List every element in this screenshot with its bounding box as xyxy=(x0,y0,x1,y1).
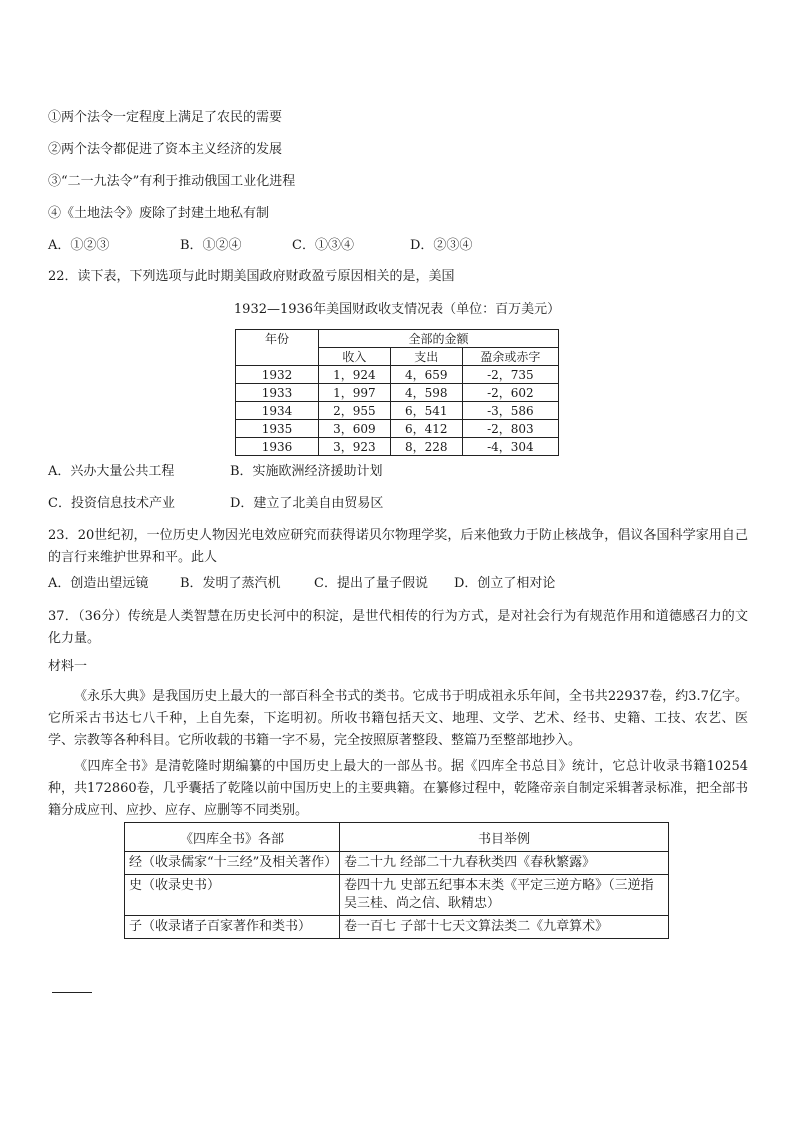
cell-expense: 8，228 xyxy=(390,438,462,456)
cell-year: 1936 xyxy=(236,438,319,456)
q23-option-b[interactable]: B．发明了蒸汽机 xyxy=(180,576,281,591)
q21-option-c[interactable]: C．①③④ xyxy=(292,238,354,253)
cell-income: 1，924 xyxy=(319,366,391,384)
header-category: 《四库全书》各部 xyxy=(125,823,340,852)
q22-options-row-1 xyxy=(48,463,383,481)
table-row xyxy=(236,438,559,456)
cell-balance: -2，803 xyxy=(462,420,558,438)
cell-expense: 4，659 xyxy=(390,366,462,384)
header-year: 年份 xyxy=(236,330,319,366)
q21-option-d[interactable]: D．②③④ xyxy=(410,238,473,253)
cell-expense: 4，598 xyxy=(390,384,462,402)
table-row xyxy=(125,875,669,916)
cell-balance: -2，735 xyxy=(462,366,558,384)
siku-table xyxy=(124,822,669,939)
footnote-divider xyxy=(52,992,92,993)
table-row xyxy=(236,384,559,402)
cell-balance: -4，304 xyxy=(462,438,558,456)
table-row xyxy=(236,366,559,384)
q21-option-a[interactable]: A．①②③ xyxy=(48,238,110,253)
cell-income: 2，955 xyxy=(319,402,391,420)
material-paragraph-yongle: 《永乐大典》是我国历史上最大的一部百科全书式的类书。它成书于明成祖永乐年间，全书共22937卷，约3.7亿字。它所采古书达七八千种，上自先秦，下迄明初。所收书籍包括天文、地理、文学、艺术、经书、史籍、工技、农艺、医学、宗教等各种科目。它所收载的书籍一字不易，完全按照原著整段、整篇乃至整部地抄入。 xyxy=(48,689,748,748)
q21-statement-1: ①两个法令一定程度上满足了农民的需要 xyxy=(48,110,283,125)
q23-option-a[interactable]: A．创造出望远镜 xyxy=(48,576,149,591)
cell-income: 3，609 xyxy=(319,420,391,438)
q22-stem: 22．读下表，下列选项与此时期美国政府财政盈亏原因相关的是，美国 xyxy=(48,269,455,284)
table-row xyxy=(125,852,669,875)
header-group: 全部的金额 xyxy=(319,330,559,348)
q21-options xyxy=(48,237,472,255)
q37-stem: 37．（36分）传统是人类智慧在历史长河中的积淀，是世代相传的行为方式，是对社会行为有规范作用和道德感召力的文化力量。 xyxy=(48,609,748,646)
header-expense: 支出 xyxy=(390,348,462,366)
cell-year: 1932 xyxy=(236,366,319,384)
cell-year: 1935 xyxy=(236,420,319,438)
cell-example: 卷四十九 史部五纪事本末类《平定三逆方略》（三逆指吴三桂、尚之信、耿精忠） xyxy=(340,875,669,916)
material-title: 材料一 xyxy=(48,659,88,674)
q21-statement-3: ③“二一九法令”有利于推动俄国工业化进程 xyxy=(48,174,296,189)
table-header-row xyxy=(236,330,559,348)
q23-option-d[interactable]: D．创立了相对论 xyxy=(454,576,556,591)
q23-options xyxy=(48,575,555,593)
cell-expense: 6，412 xyxy=(390,420,462,438)
cell-year: 1933 xyxy=(236,384,319,402)
cell-income: 3，923 xyxy=(319,438,391,456)
table-row xyxy=(236,402,559,420)
table-header-row xyxy=(125,823,669,852)
cell-balance: -2，602 xyxy=(462,384,558,402)
q23-stem: 23．20世纪初，一位历史人物因光电效应研究而获得诺贝尔物理学奖，后来他致力于防止核战争，倡议各国科学家用自己的言行来维护世界和平。此人 xyxy=(48,528,748,565)
finance-table xyxy=(235,329,559,456)
cell-example: 卷一百七 子部十七天文算法类二《九章算术》 xyxy=(340,916,669,939)
cell-category: 史（收录史书） xyxy=(125,875,340,916)
q22-option-a[interactable]: A．兴办大量公共工程 xyxy=(48,464,175,479)
cell-category: 经（收录儒家“十三经”及相关著作） xyxy=(125,852,340,875)
header-income: 收入 xyxy=(319,348,391,366)
table-row xyxy=(236,420,559,438)
cell-income: 1，997 xyxy=(319,384,391,402)
header-balance: 盈余或赤字 xyxy=(462,348,558,366)
q21-option-b[interactable]: B．①②④ xyxy=(180,238,242,253)
table-row xyxy=(125,916,669,939)
material-paragraph-siku: 《四库全书》是清乾隆时期编纂的中国历史上最大的一部丛书。据《四库全书总目》统计，它总计收录书籍10254种，共172860卷，几乎囊括了乾隆以前中国历史上的主要典籍。在纂修过程中，乾隆帝亲自制定采辑著录标准，把全部书籍分成应刊、应抄、应存、应删等不同类别。 xyxy=(48,759,748,818)
cell-balance: -3，586 xyxy=(462,402,558,420)
cell-category: 子（收录诸子百家著作和类书） xyxy=(125,916,340,939)
q21-statement-4: ④《土地法令》废除了封建土地私有制 xyxy=(48,206,270,221)
cell-year: 1934 xyxy=(236,402,319,420)
q22-option-d[interactable]: D．建立了北美自由贸易区 xyxy=(230,496,384,511)
q22-option-b[interactable]: B．实施欧洲经济援助计划 xyxy=(230,464,383,479)
q23-option-c[interactable]: C．提出了量子假说 xyxy=(314,576,428,591)
cell-expense: 6，541 xyxy=(390,402,462,420)
q22-options-row-2 xyxy=(48,495,383,513)
header-examples: 书目举例 xyxy=(340,823,669,852)
q21-statement-2: ②两个法令都促进了资本主义经济的发展 xyxy=(48,142,283,157)
q22-option-c[interactable]: C．投资信息技术产业 xyxy=(48,496,175,511)
q22-table-caption: 1932—1936年美国财政收支情况表（单位：百万美元） xyxy=(233,302,561,317)
cell-example: 卷二十九 经部二十九春秋类四《春秋繁露》 xyxy=(340,852,669,875)
